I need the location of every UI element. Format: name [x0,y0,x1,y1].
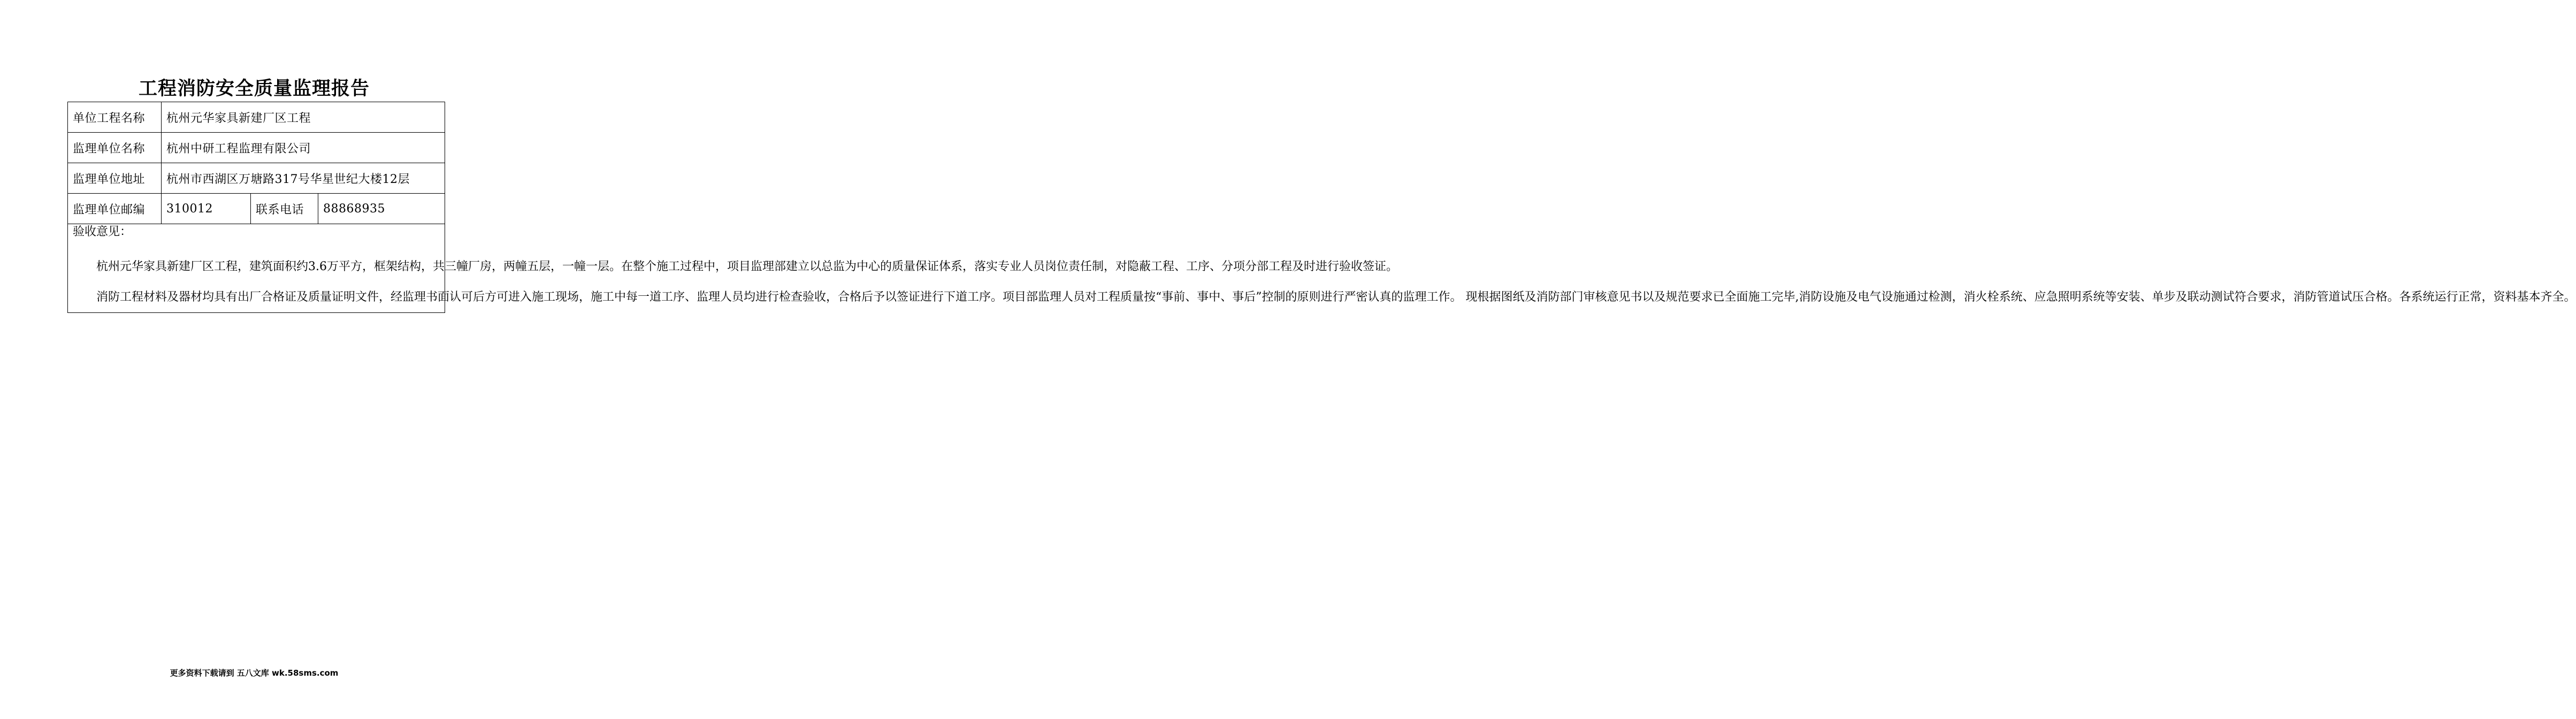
project-name-value: 杭州元华家具新建厂区工程 [162,102,445,133]
opinion-paragraph: 消防工程材料及器材均具有出厂合格证及质量证明文件，经监理书面认可后方可进入施工现场，施工中每一道工序、监理人员均进行检查验收，合格后予以签证进行下道工序。项目部监理人员对工程质量按“事前、事中、事后”控制的原则进行严密认真的监理工作。 现根据图纸及消防部门审核意见书以及规范要求已全面施工完毕,消防设施及电气设施通过检测，消火栓系统、应急照明系统等安装、单步及联动测试符合要求，消防管道试压合格。各系统运行正常，资料基本齐全。 [96,290,2576,304]
table-row [68,194,445,224]
supervisor-name-value: 杭州中研工程监理有限公司 [162,133,445,163]
supervisor-address-label: 监理单位地址 [68,163,162,194]
table-row [68,102,445,133]
table-row [68,133,445,163]
report-table [67,102,2576,313]
postal-code-label: 监理单位邮编 [68,194,162,224]
footer-link-text: 更多资料下载请到 五八文库 wk.58sms.com [170,668,339,678]
supervisor-address-value: 杭州市西湖区万塘路317号华星世纪大楼12层 [162,163,445,194]
supervisor-name-label: 监理单位名称 [68,133,162,163]
acceptance-opinion-cell [68,224,2576,313]
project-name-label: 单位工程名称 [68,102,162,133]
phone-value: 88868935 [318,194,445,224]
acceptance-opinion-label: 验收意见： [73,225,132,239]
postal-code-value: 310012 [162,194,251,224]
opinion-paragraph: 杭州元华家具新建厂区工程，建筑面积约3.6万平方，框架结构，共三幢厂房，两幢五层，一幢一层。在整个施工过程中，项目监理部建立以总监为中心的质量保证体系，落实专业人员岗位责任制，对隐蔽工程、工序、分项分部工程及时进行验收签证。 [96,260,1398,273]
table-row [68,224,445,313]
phone-label: 联系电话 [251,194,318,224]
table-row [68,163,445,194]
page-title: 工程消防安全质量监理报告 [138,78,370,100]
